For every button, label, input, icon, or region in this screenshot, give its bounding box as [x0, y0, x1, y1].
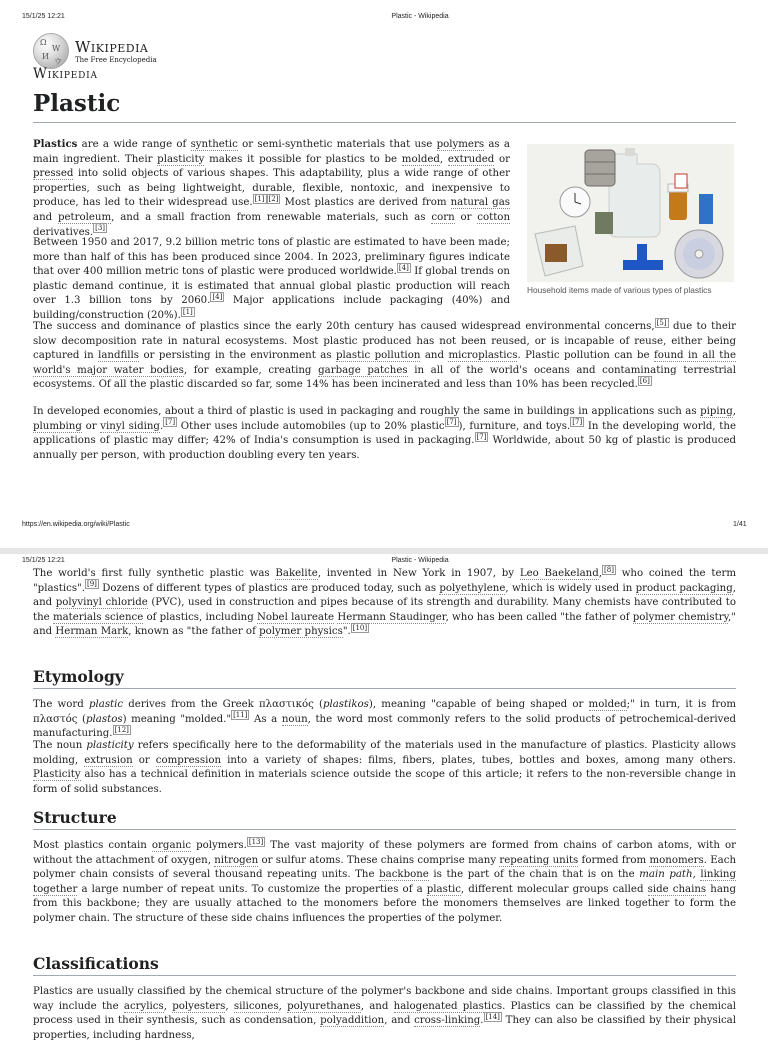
pdf-page-2: [0, 554, 768, 1041]
section-heading-etymology: Etymology: [33, 667, 124, 686]
page-title: Plastic: [33, 90, 121, 117]
section-heading-classifications: Classifications: [33, 954, 159, 973]
household-plastics-image[interactable]: [527, 144, 734, 282]
logo-tagline: The Free Encyclopedia: [75, 56, 157, 64]
print-date: 15/1/25 12:21: [22, 13, 65, 20]
etymology-paragraph-1: The word plastic derives from the Greek πλαστικός (plastikos), meaning "capable of being shaped or molded;" in turn, it is from πλαστός (plastos) meaning "molded." [11] As a noun, the word most commonly refers to the solid products of petrochemical-derived manufacturing. [12]: [33, 699, 737, 740]
wikipedia-globe-icon: Ω W И ウ: [33, 33, 69, 69]
footer-url[interactable]: https://en.wikipedia.org/wiki/Plastic: [22, 521, 130, 528]
etymology-paragraph-2: The noun plasticity refers specifically here to the deformability of the materials used in the manufacture of plastics. Plasticity allows molding, extrusion or compression into a variety of shapes: films, fibers, plates, tubes, bottles and boxes, among many others. Plasticity also has a technical definition in materials science outside the scope of this article; it refers to the non-reversible change in form of solid substances.: [33, 740, 736, 795]
section-rule: [33, 975, 736, 976]
lead-paragraph-1: Plastics are a wide range of synthetic or semi-synthetic materials that use polymers as a main ingredient. Their plasticity makes it possible for plastics to be molded, extruded or pressed into solid objects of various shapes. This adaptability, plus a wide range of other properties, such as being lightweight, durable, flexible, nontoxic, and inexpensive to produce, has led to their widespread use. [1] [2] Most plastics are derived from natural gas and petroleum, and a small fraction from renewable materials, such as corn or cotton derivatives. [3]: [33, 138, 511, 238]
classifications-paragraph: Plastics are usually classified by the chemical structure of the polymer's backbone and side chains. Important groups classified in this way include the acrylics, polyesters, silicones, polyurethanes, and halogenated plastics. Plastics can be classified by the chemical process used in their synthesis, such as condensation, polyaddition, and cross-linking. [14] They can also be classified by their physical properties, including hardness,: [33, 986, 737, 1041]
title-rule: [33, 122, 736, 123]
print-title: Plastic - Wikipedia: [391, 13, 449, 20]
footer-page-number: 1/41: [733, 521, 747, 528]
lead-paragraph-4: In developed economies, about a third of plastic is used in packaging and roughly the same in buildings in applications such as piping, plumbing or vinyl siding. [7] Other uses include automobiles (up to 20% plastic [7] ), furniture, and toys. [7] In the developing world, the applications of plastic may differ; 42% of India's consumption is used in packaging. [7] Worldwide, about 50 kg of plastic is produced annually per person, with production doubling every ten years.: [33, 406, 737, 461]
wikipedia-wordmark: Wikipedia: [33, 66, 98, 82]
history-paragraph: The world's first fully synthetic plastic was Bakelite, invented in New York in 1907, by Leo Baekeland, [8] who coined the term "plastics". [9] Dozens of different types of plastics are produced today, such as polyethylene, which is widely used in product packaging, and polyvinyl chloride (PVC), used in construction and pipes because of its strength and durability. Many chemists have contributed to the materials science of plastics, including Nobel laureate Hermann Staudinger, who has been called "the father of polymer chemistry," and Herman Mark, known as "the father of polymer physics". [10]: [33, 565, 737, 638]
section-heading-structure: Structure: [33, 808, 117, 827]
section-rule: [33, 688, 736, 689]
wikipedia-logo[interactable]: [33, 33, 157, 69]
figure-caption: Household items made of various types of plastics: [527, 285, 712, 295]
lead-paragraph-3: The success and dominance of plastics since the early 20th century has caused widespread environmental concerns, [5] due to their slow decomposition rate in natural ecosystems. Most plastic produced has not been reused, or is incapable of reuse, either being captured in landfills or persisting in the environment as plastic pollution and microplastics. Plastic pollution can be found in all the world's major water bodies, for example, creating garbage patches in all of the world's oceans and contaminating terrestrial ecosystems. Of all the plastic discarded so far, some 14% has been incinerated and less than 10% has been recycled. [6]: [33, 318, 737, 391]
section-rule: [33, 829, 736, 830]
logo-name: Wikipedia: [75, 38, 149, 56]
structure-paragraph: Most plastics contain organic polymers. [13] The vast majority of these polymers are formed from chains of carbon atoms, with or without the attachment of oxygen, nitrogen or sulfur atoms. These chains comprise many repeating units formed from monomers. Each polymer chain consists of several thousand repeating units. The backbone is the part of the chain that is on the main path, linking together a large number of repeat units. To customize the properties of a plastic, different molecular groups called side chains hang from this backbone; they are usually attached to the monomers before the monomers themselves are linked together to form the polymer chain. The structure of these side chains influences the properties of the polymer.: [33, 837, 737, 924]
lead-figure: [527, 144, 734, 297]
print-title: Plastic - Wikipedia: [391, 557, 449, 564]
lead-paragraph-2: Between 1950 and 2017, 9.2 billion metric tons of plastic are estimated to have been made; more than half of this has been produced since 2004. In 2023, preliminary figures indicate that over 400 million metric tons of plastic were produced worldwide. [4] If global trends on plastic demand continue, it is estimated that annual global plastic production will reach over 1.3 billion tons by 2060. [4] Major applications include packaging (40%) and building/construction (20%). [1]: [33, 237, 511, 321]
print-date: 15/1/25 12:21: [22, 557, 65, 564]
